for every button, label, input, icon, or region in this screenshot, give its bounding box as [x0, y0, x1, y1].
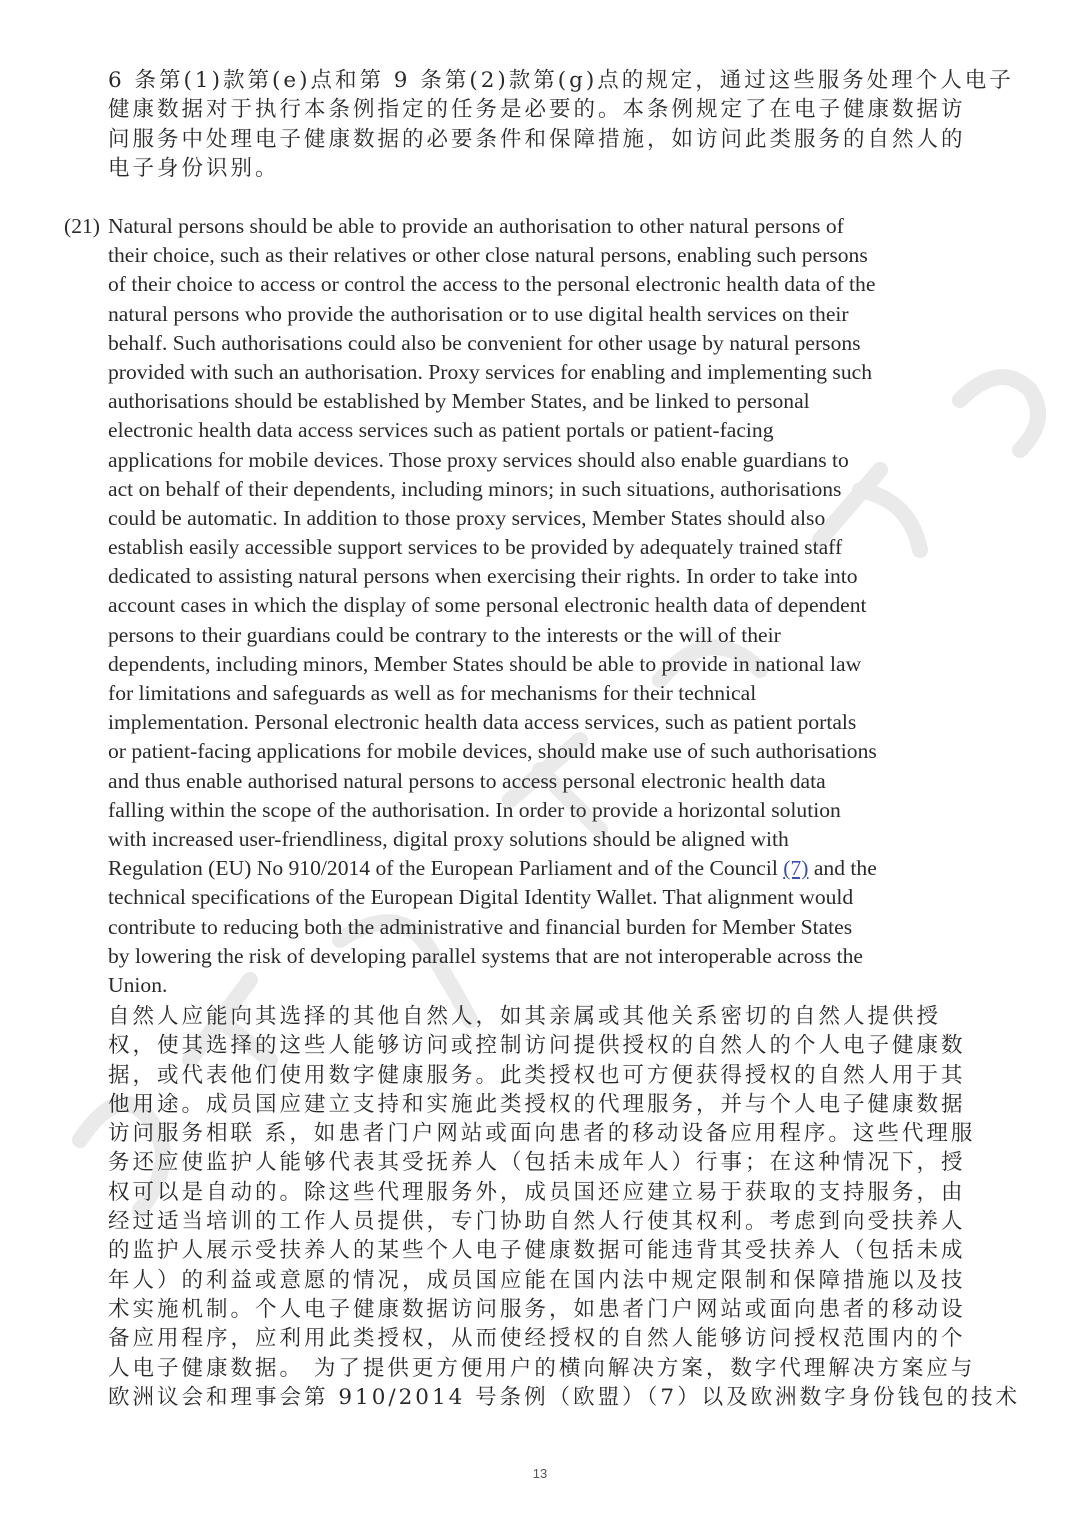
text-line-en: Natural persons should be able to provide an authorisation to other natural persons of: [108, 214, 844, 238]
text-line-en: Union.: [108, 972, 168, 997]
text-line-zh: 经过适当培训的工作人员提供，专门协助自然人行使其权利。考虑到向受扶养人: [108, 1209, 966, 1235]
preceding-paragraph-zh: [108, 66, 1013, 183]
text-line-zh: 欧洲议会和理事会第 910/2014 号条例（欧盟）（7）以及欧洲数字身份钱包的技术: [108, 1384, 1021, 1410]
text-line-en: behalf. Such authorisations could also be convenient for other usage by natural persons: [108, 330, 861, 355]
text-line-en: with increased user-friendliness, digital proxy solutions should be aligned with: [108, 826, 789, 851]
text-line-en-with-reference: [108, 854, 1018, 883]
text-line-zh: 电子身份识别。: [108, 155, 280, 181]
text-segment: and the: [808, 856, 877, 881]
text-line-en: for limitations and safeguards as well as for mechanisms for their technical: [108, 681, 757, 705]
text-line-zh: 访问服务相联 系，如患者门户网站或面向患者的移动设备应用程序。这些代理服: [108, 1121, 976, 1147]
text-line-zh: 的监护人展示受扶养人的某些个人电子健康数据可能违背其受扶养人（包括未成: [108, 1238, 966, 1264]
text-line-en: account cases in which the display of some personal electronic health data of dependent: [108, 593, 867, 618]
text-line-zh: 6 条第(1)款第(e)点和第 9 条第(2)款第(g)点的规定，通过这些服务处理个人电子: [108, 68, 1014, 93]
text-line-zh: 他用途。成员国应建立支持和实施此类授权的代理服务，并与个人电子健康数据: [108, 1091, 966, 1117]
text-line-en: contribute to reducing both the administrative and financial burden for Member States: [108, 914, 853, 939]
text-line-en: of their choice to access or control the access to the personal electronic health data of the: [108, 272, 876, 297]
page-number: 13: [532, 1466, 548, 1481]
text-line-zh: 人电子健康数据。 为了提供更方便用户的横向解决方案，数字代理解决方案应与: [108, 1355, 976, 1381]
text-line-en: establish easily accessible support services to be provided by adequately trained staff: [108, 535, 843, 560]
footnote-7-link[interactable]: (7): [783, 856, 809, 881]
text-line-en: persons to their guardians could be contrary to the interests or the will of their: [108, 622, 781, 647]
text-line-en: applications for mobile devices. Those proxy services should also enable guardians to: [108, 447, 849, 472]
text-line-en: technical specifications of the European Digital Identity Wallet. That alignment would: [108, 885, 854, 910]
text-line-en: act on behalf of their dependents, including minors; in such situations, authorisations: [108, 476, 842, 501]
text-line-zh: 务还应使监护人能够代表其受抚养人（包括未成年人）行事；在这种情况下，授: [108, 1150, 966, 1176]
text-segment: Regulation (EU) No 910/2014 of the European Parliament and of the Council: [108, 856, 784, 881]
text-line-zh: 权可以是自动的。除这些代理服务外，成员国还应建立易于获取的支持服务，由: [108, 1179, 966, 1205]
text-line-zh: 权，使其选择的这些人能够访问或控制访问提供授权的自然人的个人电子健康数: [108, 1033, 966, 1059]
text-line-en: implementation. Personal electronic health data access services, such as patient portals: [108, 710, 857, 735]
text-line-en: falling within the scope of the authorisation. In order to provide a horizontal solution: [108, 797, 841, 822]
paragraph-21-en: [108, 212, 1018, 1000]
text-line-zh: 备应用程序，应利用此类授权，从而使经授权的自然人能够访问授权范围内的个: [108, 1326, 966, 1352]
text-line-en: natural persons who provide the authorisation or to use digital health services on their: [108, 301, 849, 326]
paragraph-number: (21): [64, 214, 100, 238]
text-line-en: could be automatic. In addition to those proxy services, Member States should also: [108, 505, 826, 530]
text-line-en: dependents, including minors, Member States should be able to provide in national law: [108, 651, 862, 676]
text-line-en: by lowering the risk of developing parallel systems that are not interoperable across the: [108, 943, 863, 968]
text-line-en: their choice, such as their relatives or other close natural persons, enabling such persons: [108, 243, 868, 268]
text-line-en: or patient-facing applications for mobile devices, should make use of such authorisations: [108, 739, 877, 764]
text-line-zh: 健康数据对于执行本条例指定的任务是必要的。本条例规定了在电子健康数据访: [108, 97, 966, 123]
text-line-en: electronic health data access services such as patient portals or patient-facing: [108, 418, 774, 443]
text-line-zh: 术实施机制。个人电子健康数据访问服务，如患者门户网站或面向患者的移动设: [108, 1296, 966, 1322]
text-line-en: provided with such an authorisation. Proxy services for enabling and implementing such: [108, 359, 873, 384]
text-line-en: authorisations should be established by Member States, and be linked to personal: [108, 389, 810, 414]
text-line-en: dedicated to assisting natural persons when exercising their rights. In order to take into: [108, 564, 858, 589]
text-line-zh: 问服务中处理电子健康数据的必要条件和保障措施，如访问此类服务的自然人的: [108, 126, 966, 152]
paragraph-21-zh: [108, 1002, 1021, 1412]
text-line-zh: 自然人应能向其选择的其他自然人，如其亲属或其他关系密切的自然人提供授: [108, 1004, 942, 1029]
text-line-zh: 年人）的利益或意愿的情况，成员国应能在国内法中规定限制和保障措施以及技: [108, 1267, 966, 1293]
text-line-en: and thus enable authorised natural persons to access personal electronic health data: [108, 768, 826, 793]
text-line-zh: 据，或代表他们使用数字健康服务。此类授权也可方便获得授权的自然人用于其: [108, 1062, 966, 1088]
